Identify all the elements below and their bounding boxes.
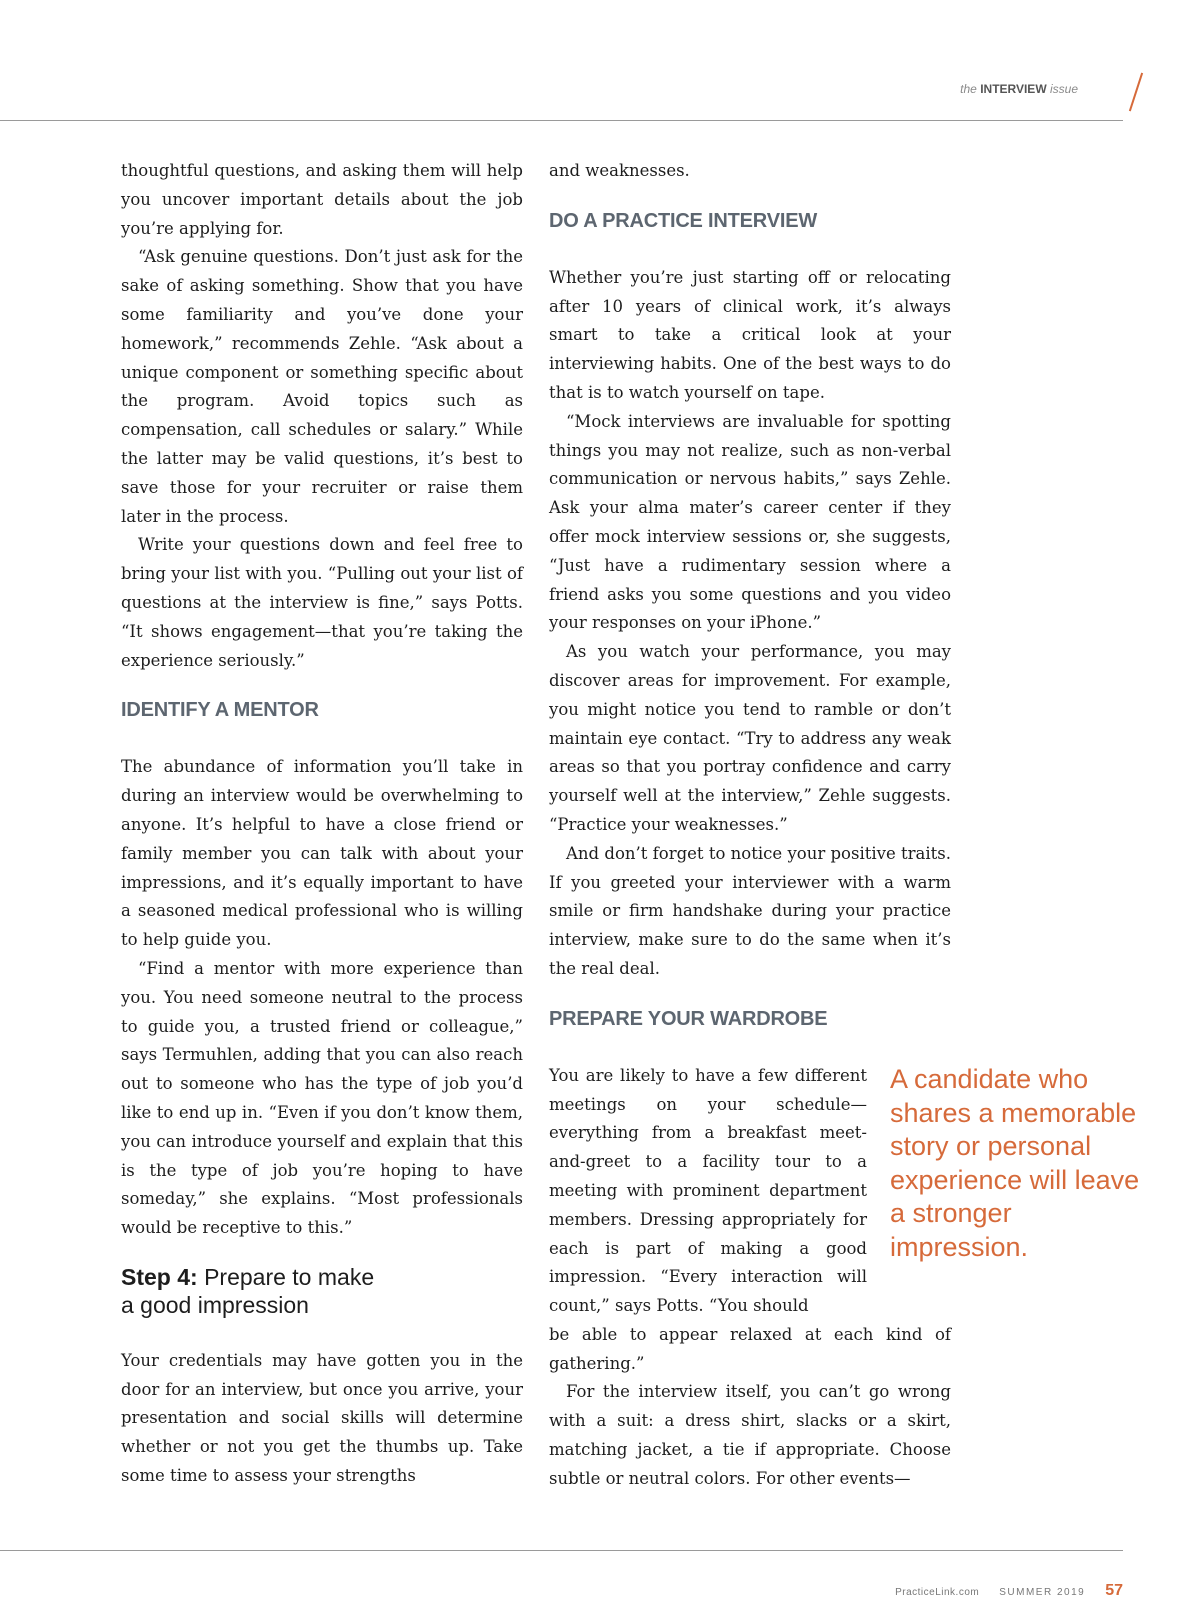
header-accent-slash	[1129, 73, 1143, 112]
paragraph: The abundance of information you’ll take in during an interview would be overwhelming to anyone. It’s helpful to have a close friend or family member you can talk with about your impressions, and it’s equally important to have a seasoned medical professional who is willing to help guide you.	[121, 757, 523, 950]
section-header	[960, 82, 1078, 96]
paragraph: “Find a mentor with more experience than you. You need someone neutral to the process to guide you, a trusted friend or colleague,” says Termuhlen, adding that you can also reach out to someone who has the type of job you’d like to end up in. “Even if you don’t know them, you can introduce yourself and explain that this is the type of job you’re hoping to have someday,” she explains. “Most professionals would be receptive to this.”	[121, 958, 523, 1238]
header-divider	[0, 120, 1123, 121]
header-suffix: issue	[1049, 82, 1078, 96]
step-label: Step 4:	[121, 1263, 198, 1290]
section-heading-prepare-wardrobe: PREPARE YOUR WARDROBE	[549, 1007, 828, 1030]
paragraph: be able to appear relaxed at each kind of gathering.”	[549, 1324, 951, 1373]
left-column	[121, 157, 523, 1491]
section-heading-practice-interview: DO A PRACTICE INTERVIEW	[549, 209, 818, 232]
header-section: INTERVIEW	[980, 82, 1047, 96]
paragraph: “Ask genuine questions. Don’t just ask for the sake of asking something. Show that you have some familiarity and you’ve done your homework,” recommends Zehle. “Ask about a unique component or something specific about the program. Avoid topics such as compensation, call schedules or salary.” While the latter may be valid questions, it’s best to save those for your recruiter or raise them later in the process.	[121, 247, 523, 526]
paragraph: For the interview itself, you can’t go wrong with a suit: a dress shirt, slacks or a skirt, matching jacket, a tie if appropriate. Choose subtle or neutral colors. For other events—	[549, 1382, 951, 1488]
page-number: 57	[1105, 1582, 1123, 1599]
section-heading-identify-mentor: IDENTIFY A MENTOR	[121, 699, 319, 722]
paragraph: Your credentials may have gotten you in the door for an interview, but once you arrive, your presentation and social skills will determine whether or not you get the thumbs up. Take some time to assess your strengths	[121, 1350, 523, 1486]
footer-issue: SUMMER 2019	[999, 1587, 1086, 1598]
step-heading	[121, 1263, 523, 1319]
pull-quote: A candidate who shares a memorable story or personal experience will leave a stronger impression.	[890, 1064, 1140, 1262]
header-prefix: the	[960, 82, 977, 96]
step-title-line1: Prepare to make	[204, 1263, 375, 1290]
paragraph: thoughtful questions, and asking them will help you uncover important details about the job you’re applying for.	[121, 161, 523, 238]
paragraph: Write your questions down and feel free to bring your list with you. “Pulling out your list of questions at the interview is fine,” says Potts. “It shows engagement—that you’re taking the experience seriously.”	[121, 535, 523, 670]
paragraph: “Mock interviews are invaluable for spotting things you may not realize, such as non-verbal communication or nervous habits,” says Zehle. Ask your alma mater’s career center if they offer mock interview sessions or, she suggests, “Just have a rudimentary session where a friend asks you some questions and you video your responses on your iPhone.”	[549, 411, 951, 633]
paragraph: and weaknesses.	[549, 161, 690, 180]
footer-divider	[0, 1550, 1123, 1551]
right-column	[549, 157, 951, 1494]
footer-site: PracticeLink.com	[895, 1587, 980, 1598]
paragraph: And don’t forget to notice your positive traits. If you greeted your interviewer with a warm smile or firm handshake during your practice interview, make sure to do the same when it’s the real deal.	[549, 843, 951, 978]
paragraph: You are likely to have a few different meetings on your schedule—everything from a breakfast meet-and-greet to a facility tour to a meeting with prominent department members. Dressing appropriately for each is part of making a good impression. “Every interaction will count,” says Potts. “You should	[549, 1065, 867, 1316]
paragraph: As you watch your performance, you may discover areas for improvement. For example, you might notice you tend to ramble or don’t maintain eye contact. “Try to address any weak areas so that you portray confidence and carry yourself well at the interview,” Zehle suggests. “Practice your weaknesses.”	[549, 642, 951, 834]
step-title-line2: a good impression	[121, 1291, 309, 1318]
paragraph: Whether you’re just starting off or relocating after 10 years of clinical work, it’s always smart to take a critical look at your interviewing habits. One of the best ways to do that is to watch yourself on tape.	[549, 267, 951, 402]
page-footer	[895, 1582, 1123, 1600]
